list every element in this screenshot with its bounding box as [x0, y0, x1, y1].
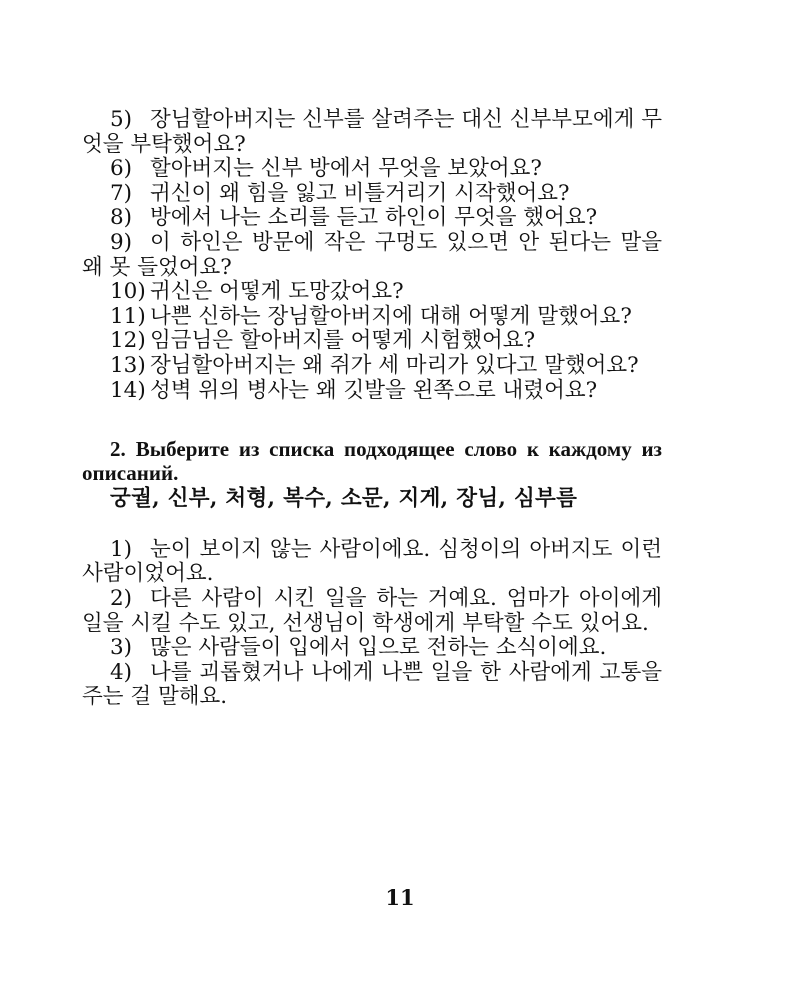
description-item: [82, 661, 662, 710]
description-number: 4): [110, 659, 133, 685]
question-number: 12): [110, 328, 146, 354]
question-text: 방에서 나는 소리를 듣고 하인이 무엇을 했어요?: [150, 205, 598, 231]
question-text: 임금님은 할아버지를 어떻게 시험했어요?: [150, 328, 536, 354]
question-item: [82, 157, 662, 182]
question-number: 14): [110, 377, 146, 403]
word-bank: 궁궐, 신부, 처형, 복수, 소문, 지게, 장님, 심부름: [110, 486, 578, 512]
question-number: 6): [110, 156, 133, 182]
question-text: 성벽 위의 병사는 왜 깃발을 왼쪽으로 내렸어요?: [150, 377, 598, 403]
question-item: [82, 354, 662, 379]
description-item: [82, 636, 662, 661]
question-text: 장님할아버지는 신부를 살려주는 대신 신부부모에게 무엇을 부탁했어요?: [82, 107, 662, 157]
exercise-number: 2.: [110, 437, 126, 462]
description-number: 1): [110, 536, 133, 562]
question-text: 이 하인은 방문에 작은 구멍도 있으면 안 된다는 말을 왜 못 들었어요?: [82, 229, 662, 280]
question-text: 귀신이 왜 힘을 잃고 비틀거리기 시작했어요?: [150, 180, 570, 206]
exercise-heading: [82, 437, 662, 485]
question-item: [82, 108, 662, 157]
exercise-section: [82, 437, 662, 710]
description-number: 2): [110, 585, 133, 611]
question-item: [82, 379, 662, 404]
question-item: [82, 231, 662, 280]
page-number: 11: [385, 885, 415, 910]
description-list: [82, 538, 662, 710]
description-text: 많은 사람들이 입에서 입으로 전하는 소식이에요.: [150, 635, 607, 661]
description-item: [82, 587, 662, 636]
description-number: 3): [110, 635, 133, 661]
description-text: 다른 사람이 시킨 일을 하는 거예요. 엄마가 아이에게 일을 시킬 수도 있고, 선생님이 학생에게 부탁할 수도 있어요.: [82, 585, 662, 636]
question-text: 장님할아버지는 왜 쥐가 세 마리가 있다고 말했어요?: [150, 352, 639, 378]
question-text: 귀신은 어떻게 도망갔어요?: [150, 279, 404, 305]
description-text: 나를 괴롭혔거나 나에게 나쁜 일을 한 사람에게 고통을 주는 걸 말해요.: [82, 659, 662, 710]
question-item: [82, 305, 662, 330]
question-number: 11): [110, 303, 146, 329]
question-text: 할아버지는 신부 방에서 무엇을 보았어요?: [150, 156, 542, 182]
question-number: 7): [110, 180, 133, 206]
question-text: 나쁜 신하는 장님할아버지에 대해 어떻게 말했어요?: [150, 303, 632, 329]
question-number: 9): [110, 229, 133, 255]
description-item: [82, 538, 662, 587]
question-number: 13): [110, 352, 146, 378]
question-item: [82, 329, 662, 354]
question-number: 5): [110, 107, 133, 132]
question-number: 8): [110, 205, 133, 231]
question-item: [82, 206, 662, 231]
exercise-instruction: Выберите из списка подходящее слово к каждому из описаний.: [82, 437, 662, 486]
page-body: [82, 108, 662, 710]
question-item: [82, 280, 662, 305]
question-number: 10): [110, 279, 146, 305]
description-text: 눈이 보이지 않는 사람이에요. 심청이의 아버지도 이런 사람이었어요.: [82, 536, 662, 587]
question-list: [82, 108, 662, 403]
question-item: [82, 182, 662, 207]
